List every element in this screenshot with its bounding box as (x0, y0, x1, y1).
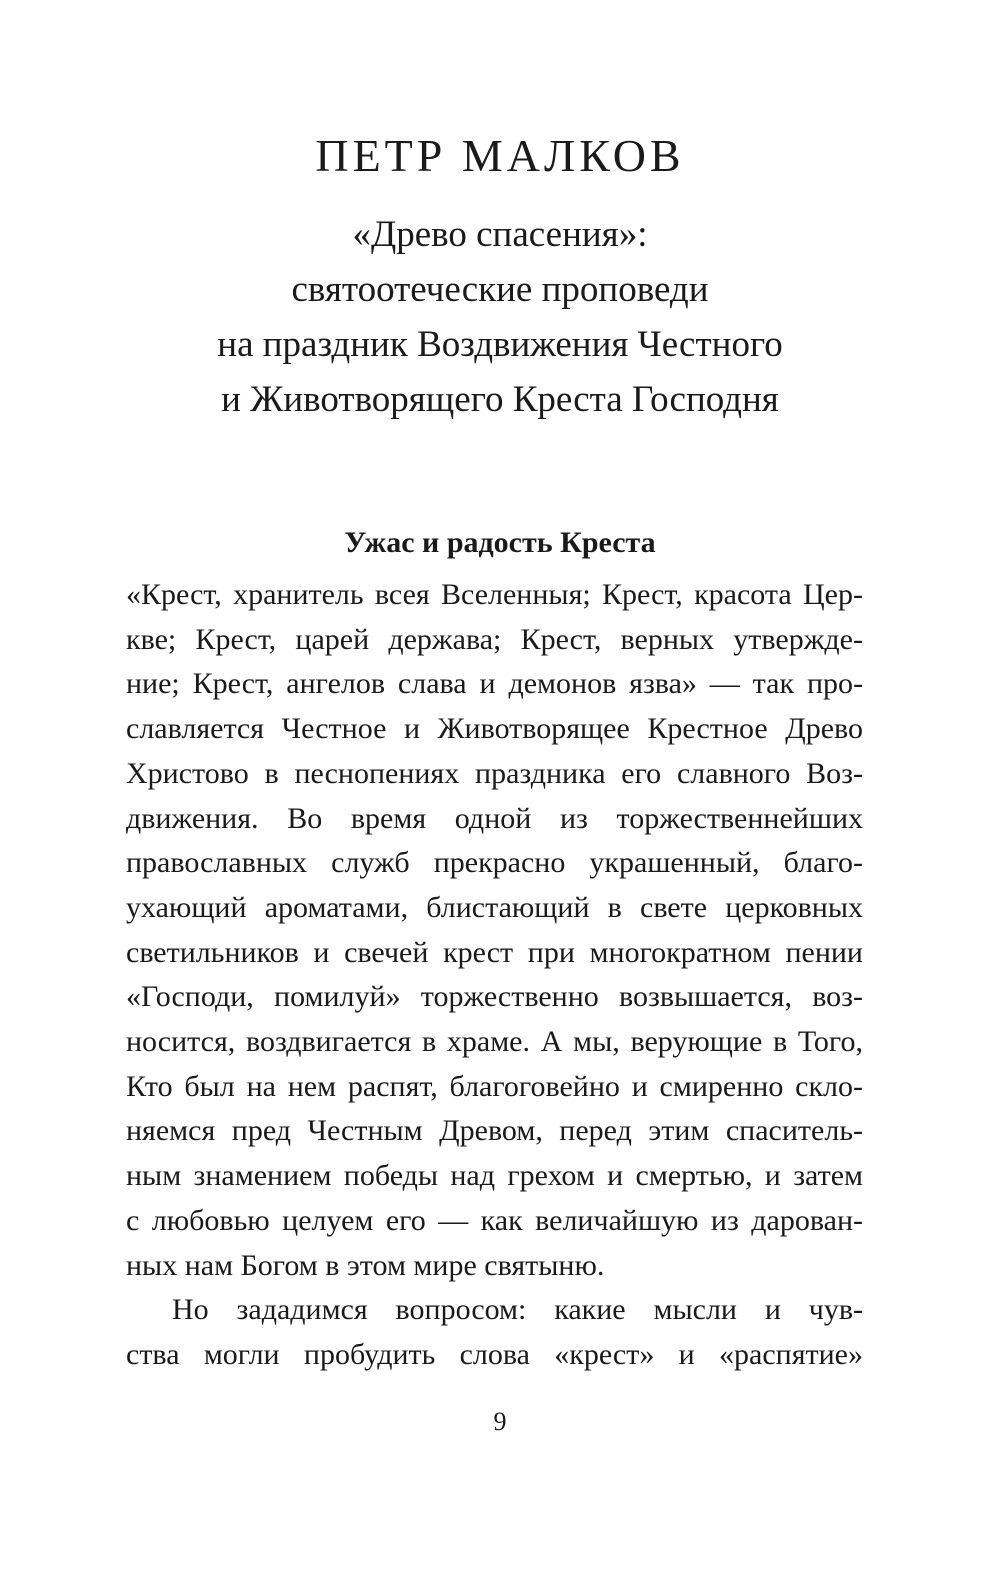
paragraph-2 (126, 1288, 863, 1377)
text-line: ным знамением победы над грехом и смертью, и затем (126, 1159, 863, 1193)
text-line: ухающий ароматами, блистающий в свете церковных (126, 890, 863, 924)
text-line: Кто был на нем распят, благоговейно и смиренно скло- (126, 1069, 863, 1103)
text-line: светильников и свечей крест при многократном пении (126, 935, 863, 969)
text-line: носится, воздвигается в храме. А мы, верующие в Того, (126, 1025, 863, 1059)
author-name: ПЕТР МАЛКОВ (315, 130, 685, 181)
title-line: «Древо спасения»: (352, 214, 648, 255)
title-line: на праздник Воздвижения Честного (217, 324, 783, 365)
section-heading: Ужас и радость Креста (344, 526, 656, 559)
text-line: Но зададимся вопросом: какие мысли и чув- (172, 1293, 863, 1327)
text-line: Христово в песнопениях праздника его славного Воз- (126, 756, 863, 790)
book-title (0, 207, 1000, 427)
page-number: 9 (493, 1407, 507, 1436)
text-line: кве; Крест, царей держава; Крест, верных утвержде- (126, 622, 863, 656)
text-line: «Крест, хранитель всея Вселенныя; Крест, красота Цер- (126, 578, 863, 611)
text-line: няемся пред Честным Древом, перед этим спаситель- (126, 1114, 863, 1148)
text-line: движения. Во время одной из торжественнейших (126, 801, 863, 835)
text-line: православных служб прекрасно украшенный, благо- (126, 846, 863, 880)
text-line: ных нам Богом в этом мире святыню. (126, 1248, 605, 1282)
text-line: с любовью целуем его — как величайшую из дарован- (126, 1203, 863, 1237)
text-line: ние; Крест, ангелов слава и демонов язва» — так про- (126, 667, 863, 701)
text-line: славляется Честное и Животворящее Крестное Древо (126, 712, 863, 746)
text-line: «Господи, помилуй» торжественно возвышается, воз- (126, 980, 863, 1014)
text-line: ства могли пробудить слова «крест» и «распятие» (126, 1337, 863, 1371)
paragraph-1 (126, 573, 863, 1288)
title-line: святоотеческие проповеди (291, 269, 709, 310)
body-text (126, 573, 863, 1378)
title-line: и Животворящего Креста Господня (221, 379, 779, 420)
